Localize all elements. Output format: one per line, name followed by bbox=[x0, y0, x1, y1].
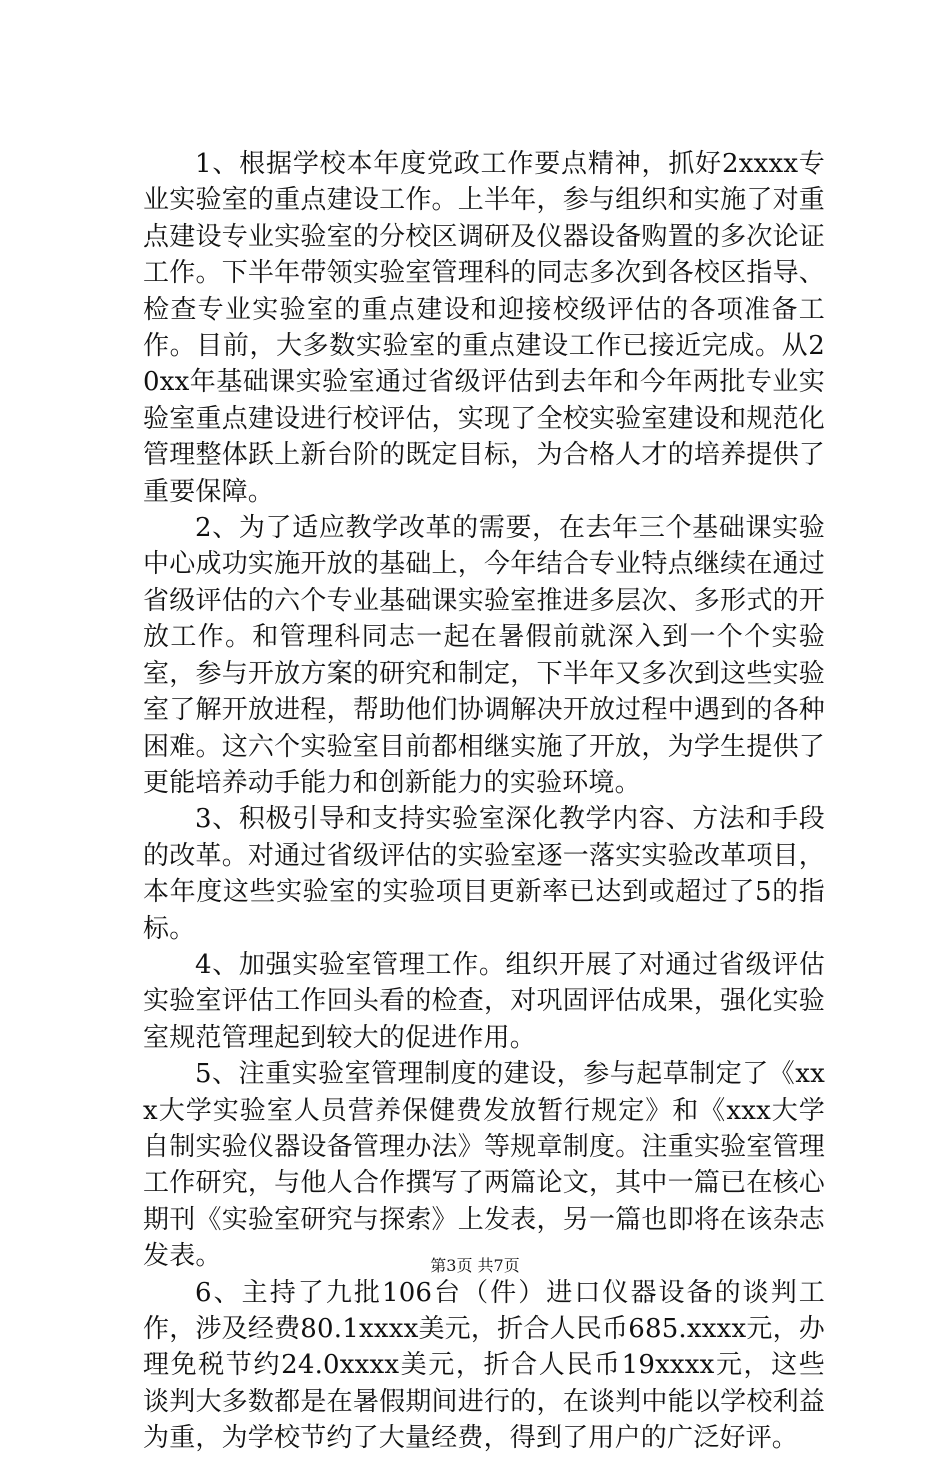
page-number-label: 第3页 共7页 bbox=[430, 1256, 520, 1275]
page-footer bbox=[0, 1256, 950, 1276]
paragraph-1: 1、根据学校本年度党政工作要点精神，抓好2xxxx专业实验室的重点建设工作。上半年，参与组织和实施了对重点建设专业实验室的分校区调研及仪器设备购置的多次论证工作。下半年带领实验室管理科的同志多次到各校区指导、检查专业实验室的重点建设和迎接校级评估的各项准备工作。目前，大多数实验室的重点建设工作已接近完成。从20xx年基础课实验室通过省级评估到去年和今年两批专业实验室重点建设进行校评估，实现了全校实验室建设和规范化管理整体跃上新台阶的既定目标，为合格人才的培养提供了重要保障。 bbox=[143, 149, 825, 507]
paragraph-3: 3、积极引导和支持实验室深化教学内容、方法和手段的改革。对通过省级评估的实验室逐一落实实验改革项目，本年度这些实验室的实验项目更新率已达到或超过了5的指标。 bbox=[143, 804, 825, 944]
paragraph-6: 6、主持了九批106台（件）进口仪器设备的谈判工作，涉及经费80.1xxxx美元，折合人民币685.xxxx元，办理免税节约24.0xxxx美元，折合人民币19xxxx元，这些谈判大多数都是在暑假期间进行的，在谈判中能以学校利益为重，为学校节约了大量经费，得到了用户的广泛好评。 bbox=[143, 1277, 825, 1454]
paragraph-2: 2、为了适应教学改革的需要，在去年三个基础课实验中心成功实施开放的基础上，今年结合专业特点继续在通过省级评估的六个专业基础课实验室推进多层次、多形式的开放工作。和管理科同志一起在暑假前就深入到一个个实验室，参与开放方案的研究和制定，下半年又多次到这些实验室了解开放进程，帮助他们协调解决开放过程中遇到的各种困难。这六个实验室目前都相继实施了开放，为学生提供了更能培养动手能力和创新能力的实验环境。 bbox=[143, 513, 825, 798]
paragraph-5: 5、注重实验室管理制度的建设，参与起草制定了《xxx大学实验室人员营养保健费发放暂行规定》和《xxx大学自制实验仪器设备管理办法》等规章制度。注重实验室管理工作研究，与他人合作撰写了两篇论文，其中一篇已在核心期刊《实验室研究与探索》上发表，另一篇也即将在该杂志发表。 bbox=[143, 1059, 825, 1272]
paragraph-4: 4、加强实验室管理工作。组织开展了对通过省级评估实验室评估工作回头看的检查，对巩固评估成果，强化实验室规范管理起到较大的促进作用。 bbox=[143, 949, 825, 1053]
